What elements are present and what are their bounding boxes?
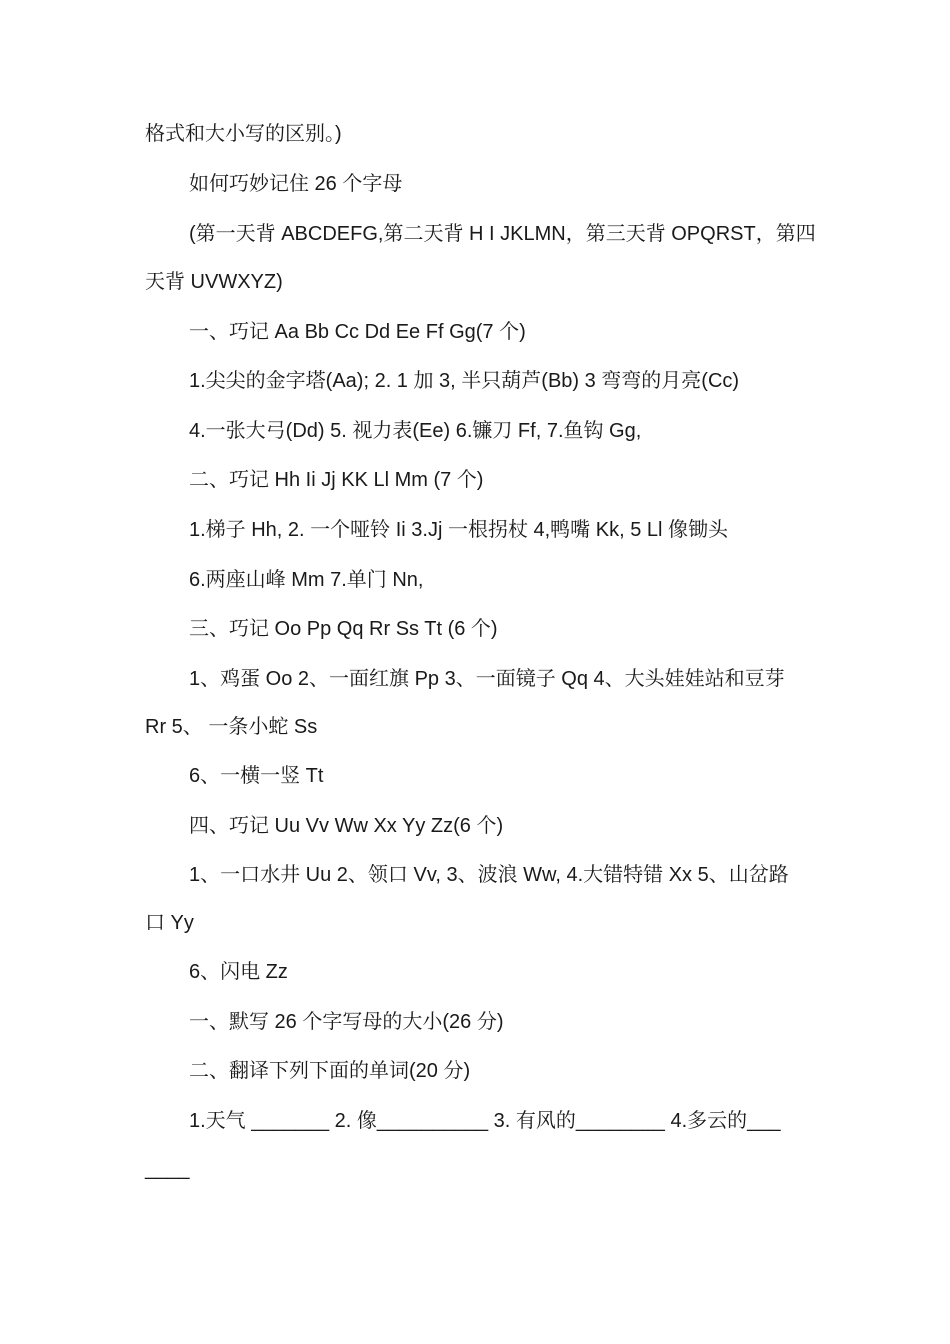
text-line-6: 1.尖尖的金字塔(Aa); 2. 1 加 3, 半只葫芦(Bb) 3 弯弯的月亮(Cc): [189, 370, 740, 392]
text-line-3: (第一天背 ABCDEFG,第二天背 H I JKLMN，第三天背 OPQRST，第四: [189, 223, 816, 245]
text-line-2: 如何巧妙记住 26 个字母: [189, 173, 403, 195]
exercise-line-2: ____: [145, 1158, 190, 1180]
text-line-12: 1、鸡蛋 Oo 2、一面红旗 Pp 3、一面镜子 Qq 4、大头娃娃站和豆芽: [189, 668, 785, 690]
section-heading-2: 二、巧记 Hh Ii Jj KK Ll Mm (7 个): [189, 469, 484, 491]
section-heading-4: 四、巧记 Uu Vv Ww Xx Yy Zz(6 个): [189, 815, 504, 837]
exercise-line-1: 1.天气 _______ 2. 像__________ 3. 有风的________ 4.多云的___: [189, 1110, 781, 1132]
text-line-4: 天背 UVWXYZ): [145, 271, 283, 293]
section-heading-1: 一、巧记 Aa Bb Cc Dd Ee Ff Gg(7 个): [189, 321, 526, 343]
text-line-18: 6、闪电 Zz: [189, 961, 288, 983]
text-line-9: 1.梯子 Hh, 2. 一个哑铃 Ii 3.Jj 一根拐杖 4,鸭嘴 Kk, 5 Ll 像锄头: [189, 519, 728, 541]
text-line-10: 6.两座山峰 Mm 7.单门 Nn,: [189, 569, 424, 591]
section-heading-3: 三、巧记 Oo Pp Qq Rr Ss Tt (6 个): [189, 618, 498, 640]
exercise-heading-2: 二、翻译下列下面的单词(20 分): [189, 1060, 471, 1082]
text-line-1: 格式和大小写的区别。): [145, 123, 342, 145]
text-line-16: 1、一口水井 Uu 2、领口 Vv, 3、波浪 Ww, 4.大错特错 Xx 5、山岔路: [189, 864, 789, 886]
exercise-heading-1: 一、默写 26 个字写母的大小(26 分): [189, 1011, 504, 1033]
text-line-14: 6、一横一竖 Tt: [189, 765, 324, 787]
text-line-17: 口 Yy: [145, 912, 194, 934]
text-line-7: 4.一张大弓(Dd) 5. 视力表(Ee) 6.镰刀 Ff, 7.鱼钩 Gg,: [189, 420, 642, 442]
text-line-13: Rr 5、 一条小蛇 Ss: [145, 716, 318, 738]
